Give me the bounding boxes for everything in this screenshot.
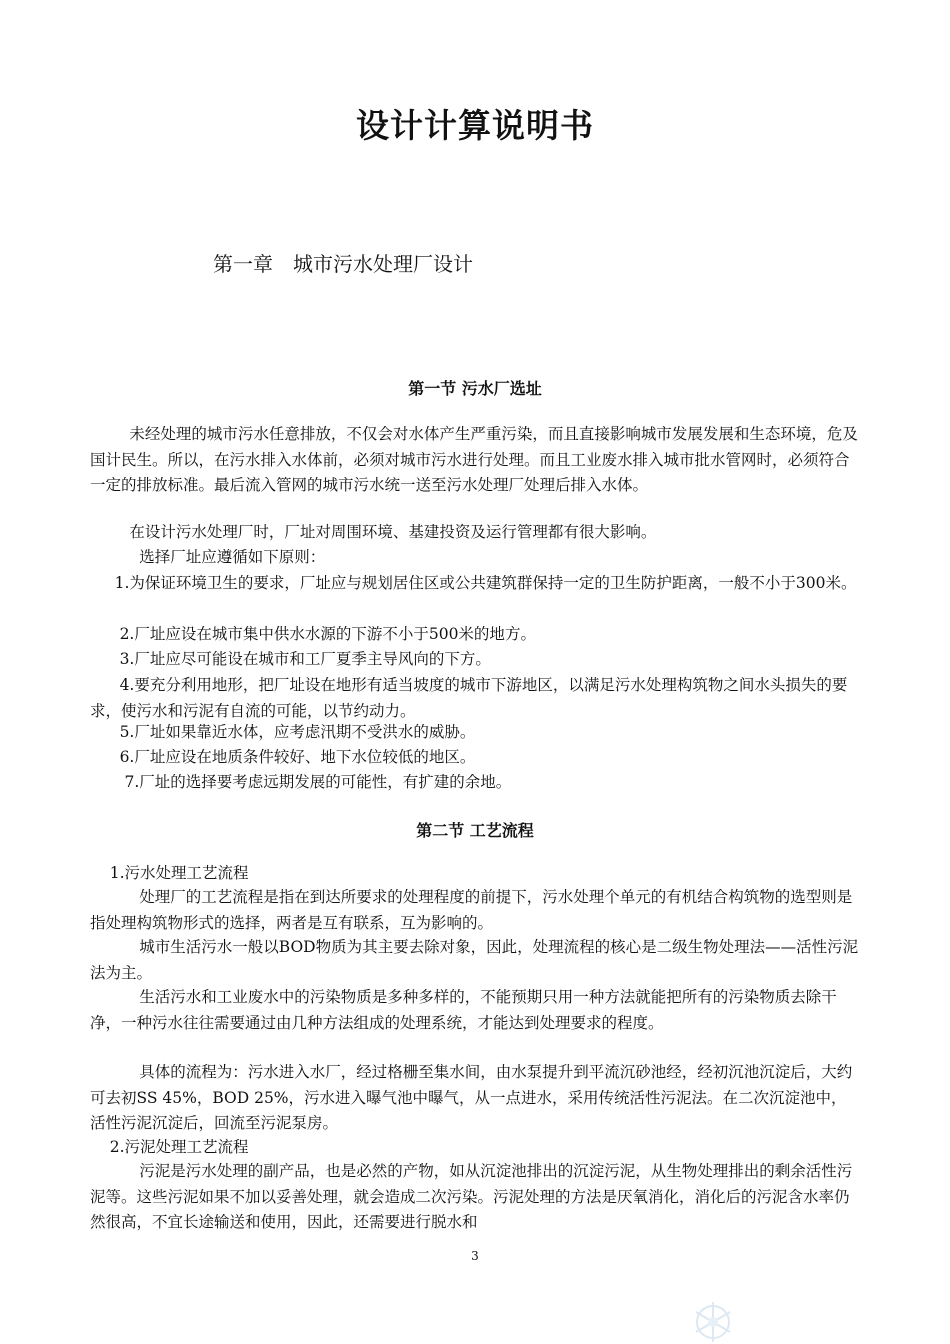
list-item: 5.厂址如果靠近水体，应考虑汛期不受洪水的威胁。 <box>90 723 476 741</box>
list-item: 4.要充分利用地形，把厂址设在地形有适当坡度的城市下游地区，以满足污水处理构筑物之间水头损失的要求，使污水和污泥有自流的可能，以节约动力。 <box>90 676 848 720</box>
list-item: 2.厂址应设在城市集中供水水源的下游不小于500米的地方。 <box>90 625 536 643</box>
document-title: 设计计算说明书 <box>356 106 594 145</box>
paragraph: 处理厂的工艺流程是指在到达所要求的处理程度的前提下，污水处理个单元的有机结合构筑物的选型则是指处理构筑物形式的选择，两者是互有联系，互为影响的。 <box>90 888 853 932</box>
paragraph: 未经处理的城市污水任意排放，不仅会对水体产生严重污染，而且直接影响城市发展发展和生态环境，危及国计民生。所以，在污水排入水体前，必须对城市污水进行处理。而且工业废水排入城市批水管网时，必须符合一定的排放标准。最后流入管网的城市污水统一送至污水处理厂处理后排入水体。 <box>90 425 858 494</box>
paragraph: 具体的流程为：污水进入水厂，经过格栅至集水间，由水泵提升到平流沉砂池经，经初沉池沉淀后，大约可去初SS 45%，BOD 25%，污水进入曝气池中曝气，从一点进水，采用传统活性污泥法。在二次沉淀池中，活性污泥沉淀后，回流至污泥泵房。 <box>90 1063 853 1132</box>
list-item: 6.厂址应设在地质条件较好、地下水位较低的地区。 <box>90 748 476 766</box>
list-item: 3.厂址应尽可能设在城市和工厂夏季主导风向的下方。 <box>90 650 491 668</box>
section-heading-2: 第二节 工艺流程 <box>416 821 534 840</box>
paragraph: 城市生活污水一般以BOD物质为其主要去除对象，因此，处理流程的核心是二级生物处理法——活性污泥法为主。 <box>90 938 859 982</box>
subheading: 2.污泥处理工艺流程 <box>90 1138 249 1156</box>
page-number: 3 <box>471 1249 479 1263</box>
paragraph: 选择厂址应遵循如下原则： <box>90 548 326 566</box>
subheading: 1.污水处理工艺流程 <box>90 864 249 882</box>
paragraph: 污泥是污水处理的副产品，也是必然的产物，如从沉淀池排出的沉淀污泥，从生物处理排出的剩余活性污泥等。这些污泥如果不加以妥善处理，就会造成二次污染。污泥处理的方法是厌氧消化，消化后的污泥含水率仍然很高，不宜长途输送和使用，因此，还需要进行脱水和 <box>90 1162 853 1231</box>
list-item: 7.厂址的选择要考虑远期发展的可能性，有扩建的余地。 <box>90 773 512 791</box>
snowflake-watermark-icon <box>683 1288 743 1344</box>
paragraph: 生活污水和工业废水中的污染物质是多种多样的，不能预期只用一种方法就能把所有的污染物质去除干净，一种污水往往需要通过由几种方法组成的处理系统，才能达到处理要求的程度。 <box>90 988 837 1032</box>
paragraph: 在设计污水处理厂时，厂址对周围环境、基建投资及运行管理都有很大影响。 <box>90 523 657 541</box>
chapter-heading: 第一章 城市污水处理厂设计 <box>213 252 473 276</box>
list-item: 1.为保证环境卫生的要求，厂址应与规划居住区或公共建筑群保持一定的卫生防护距离，一般不小于300米。 <box>90 574 857 592</box>
section-heading-1: 第一节 污水厂选址 <box>408 379 542 398</box>
